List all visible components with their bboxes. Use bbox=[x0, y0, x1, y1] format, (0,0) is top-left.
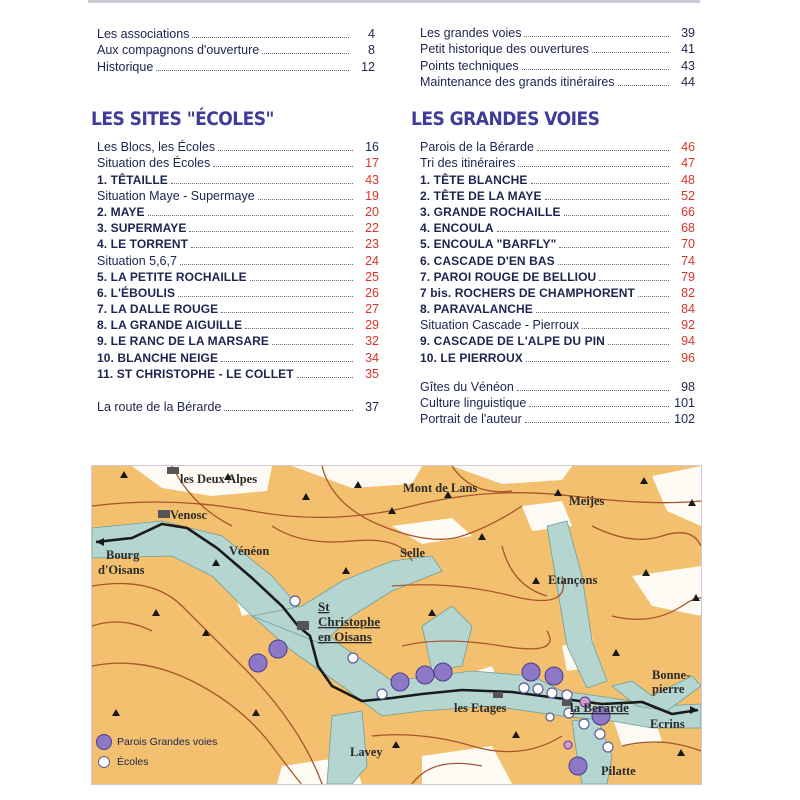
toc-entry-page: 32 bbox=[365, 334, 379, 349]
toc-entry-page: 70 bbox=[681, 237, 695, 252]
toc-entry bbox=[420, 411, 695, 427]
toc-entry-page: 41 bbox=[681, 42, 695, 57]
toc-entry-page: 44 bbox=[681, 74, 695, 89]
label-christophe: Christophe bbox=[318, 614, 381, 629]
toc-entry-page: 20 bbox=[365, 204, 379, 219]
toc-entry-page: 34 bbox=[365, 350, 379, 365]
toc-entry-page: 16 bbox=[365, 140, 379, 155]
heading-grandes-voies: LES GRANDES VOIES bbox=[411, 108, 600, 130]
toc-entry-title: 9. LE RANC DE LA MARSARE bbox=[97, 334, 269, 349]
label-etancons: Etançons bbox=[548, 573, 598, 587]
toc-entry-title: Les Blocs, les Écoles bbox=[97, 140, 216, 155]
toc-entry bbox=[420, 317, 695, 333]
toc-entry-page: 24 bbox=[365, 253, 379, 268]
toc-entry-title: La route de la Bérarde bbox=[97, 400, 222, 414]
toc-entry-title: 1. TÊTE BLANCHE bbox=[420, 172, 528, 187]
toc-leader-dots bbox=[245, 328, 353, 329]
label-en-oisans: en Oisans bbox=[318, 629, 372, 644]
toc-entry bbox=[420, 220, 695, 236]
label-bourg: Bourg bbox=[106, 548, 140, 562]
toc-entry bbox=[97, 366, 379, 382]
top-rule bbox=[88, 0, 700, 3]
toc-entry-page: 17 bbox=[365, 156, 379, 171]
toc-entry-page: 4 bbox=[368, 27, 375, 42]
toc-entry-title: 6. L'ÉBOULIS bbox=[97, 285, 176, 300]
toc-leader-dots bbox=[592, 52, 669, 53]
toc-entry-page: 74 bbox=[681, 253, 695, 268]
toc-leader-dots bbox=[531, 183, 669, 184]
label-st: St bbox=[318, 599, 330, 614]
toc-entry-page: 102 bbox=[674, 412, 695, 427]
toc-entry-page: 23 bbox=[365, 237, 379, 252]
legend-grandes-voies bbox=[96, 732, 217, 752]
toc-entry-page: 84 bbox=[681, 302, 695, 317]
toc-leader-dots bbox=[213, 166, 353, 167]
toc-entry bbox=[97, 58, 375, 74]
toc-leader-dots bbox=[536, 312, 669, 313]
map-legend bbox=[96, 732, 217, 772]
toc-entry-title: 9. CASCADE DE L'ALPE DU PIN bbox=[420, 334, 605, 349]
toc-entry-title: Culture linguistique bbox=[420, 396, 527, 410]
toc-entry bbox=[420, 74, 695, 90]
toc-entry-page: 47 bbox=[681, 156, 695, 171]
toc-entry-title: 7. LA DALLE ROUGE bbox=[97, 302, 219, 317]
toc-entry-title: Gîtes du Vénéon bbox=[420, 379, 514, 394]
toc-leader-dots bbox=[148, 215, 353, 216]
toc-entry bbox=[97, 139, 379, 155]
toc-entry-title: 10. BLANCHE NEIGE bbox=[97, 350, 219, 365]
toc-sites-ecoles bbox=[97, 139, 379, 415]
toc-entry bbox=[420, 395, 695, 411]
label-mont-de-lans: Mont de Lans bbox=[403, 481, 478, 495]
violet-dot-icon bbox=[96, 734, 112, 750]
toc-leader-dots bbox=[497, 231, 669, 232]
toc-leader-dots bbox=[156, 70, 349, 71]
toc-entry-title: 2. MAYE bbox=[97, 204, 145, 219]
toc-entry bbox=[420, 379, 695, 395]
toc-entry bbox=[97, 26, 375, 42]
label-veneon: Vénéon bbox=[229, 544, 270, 558]
toc-entry-title: 6. CASCADE D'EN BAS bbox=[420, 253, 555, 268]
toc-entry-page: 82 bbox=[681, 285, 695, 300]
toc-gap bbox=[420, 366, 695, 379]
legend-grandes-voies-label: Parois Grandes voies bbox=[117, 736, 218, 748]
toc-entry-page: 68 bbox=[681, 221, 695, 236]
toc-leader-dots bbox=[599, 280, 669, 281]
label-venosc: Venosc bbox=[170, 508, 208, 522]
toc-entry bbox=[420, 269, 695, 285]
toc-entry bbox=[420, 155, 695, 171]
toc-entry bbox=[97, 317, 379, 333]
toc-leader-dots bbox=[564, 215, 669, 216]
toc-entry-title: 1. TÊTAILLE bbox=[97, 172, 168, 187]
toc-leader-dots bbox=[191, 247, 353, 248]
toc-entry bbox=[97, 171, 379, 187]
toc-leader-dots bbox=[522, 69, 669, 70]
label-deux-alpes: les Deux Alpes bbox=[180, 472, 258, 486]
toc-leader-dots bbox=[518, 166, 669, 167]
toc-leader-dots bbox=[272, 344, 353, 345]
toc-entry bbox=[420, 188, 695, 204]
toc-leader-dots bbox=[537, 150, 669, 151]
toc-leader-dots bbox=[582, 328, 669, 329]
toc-leader-dots bbox=[189, 231, 353, 232]
toc-entry bbox=[97, 333, 379, 349]
toc-entry-page: 27 bbox=[365, 302, 379, 317]
toc-leader-dots bbox=[618, 85, 669, 86]
toc-entry-page: 8 bbox=[368, 43, 375, 58]
label-ecrins: Ecrins bbox=[650, 717, 685, 731]
toc-leader-dots bbox=[224, 410, 353, 411]
toc-entry-title: 4. ENCOULA bbox=[420, 221, 494, 236]
toc-entry-title: 8. PARAVALANCHE bbox=[420, 302, 533, 317]
toc-entry-page: 43 bbox=[681, 58, 695, 73]
toc-entry bbox=[97, 204, 379, 220]
toc-entry-page: 19 bbox=[365, 188, 379, 203]
toc-entry-title: 3. GRANDE ROCHAILLE bbox=[420, 204, 561, 219]
toc-entry-page: 92 bbox=[681, 318, 695, 333]
toc-leader-dots bbox=[221, 312, 353, 313]
toc-leader-dots bbox=[250, 280, 353, 281]
toc-leader-dots bbox=[218, 150, 353, 151]
toc-entry bbox=[97, 236, 379, 252]
label-pilatte: Pilatte bbox=[601, 764, 636, 778]
toc-entry bbox=[420, 41, 695, 57]
toc-entry-page: 35 bbox=[365, 366, 379, 381]
toc-entry bbox=[420, 139, 695, 155]
toc-entry-title: Tri des itinéraires bbox=[420, 156, 516, 171]
toc-entry-page: 39 bbox=[681, 26, 695, 41]
toc-entry-page: 52 bbox=[681, 188, 695, 203]
toc-leader-dots bbox=[180, 264, 353, 265]
toc-entry bbox=[97, 252, 379, 268]
toc-entry-page: 94 bbox=[681, 334, 695, 349]
legend-ecoles-label: Écoles bbox=[117, 756, 149, 768]
toc-entry-title: Maintenance des grands itinéraires bbox=[420, 74, 615, 89]
toc-entry-title: Portrait de l'auteur bbox=[420, 412, 522, 427]
toc-entry bbox=[97, 349, 379, 365]
toc-entry bbox=[420, 204, 695, 220]
toc-entry bbox=[97, 399, 379, 415]
toc-leader-dots bbox=[529, 406, 669, 407]
white-dot-icon bbox=[98, 756, 110, 768]
toc-entry-title: 4. LE TORRENT bbox=[97, 237, 189, 252]
toc-entry-title: Les associations bbox=[97, 27, 190, 42]
toc-entry bbox=[420, 171, 695, 187]
toc-entry bbox=[420, 333, 695, 349]
toc-entry-title: 7. PAROI ROUGE DE BELLIOU bbox=[420, 269, 597, 284]
toc-entry-page: 25 bbox=[365, 269, 379, 284]
toc-entry bbox=[97, 188, 379, 204]
label-pierre: pierre bbox=[652, 682, 685, 696]
label-berarde: la Bérarde bbox=[570, 700, 629, 715]
toc-entry bbox=[97, 220, 379, 236]
toc-leader-dots bbox=[524, 36, 669, 37]
toc-entry bbox=[420, 301, 695, 317]
toc-entry-page: 12 bbox=[361, 59, 375, 74]
toc-entry-page: 29 bbox=[365, 318, 379, 333]
toc-entry-title: Points techniques bbox=[420, 58, 519, 73]
toc-entry bbox=[420, 57, 695, 73]
toc-leader-dots bbox=[638, 296, 669, 297]
legend-ecoles bbox=[96, 752, 217, 772]
toc-entry-title: 7 bis. ROCHERS DE CHAMPHORENT bbox=[420, 285, 635, 300]
toc-leader-dots bbox=[558, 264, 669, 265]
toc-entry bbox=[97, 285, 379, 301]
toc-entry-page: 79 bbox=[681, 269, 695, 284]
toc-entry bbox=[97, 155, 379, 171]
label-bonne: Bonne- bbox=[652, 668, 691, 682]
toc-entry-page: 46 bbox=[681, 140, 695, 155]
toc-leader-dots bbox=[559, 247, 669, 248]
toc-entry-title: Situation des Écoles bbox=[97, 156, 211, 171]
toc-entry bbox=[420, 25, 695, 41]
toc-entry-page: 98 bbox=[681, 379, 695, 394]
toc-entry-page: 96 bbox=[681, 350, 695, 365]
toc-entry-page: 37 bbox=[365, 400, 379, 414]
toc-entry-page: 26 bbox=[365, 285, 379, 300]
toc-entry bbox=[97, 42, 375, 58]
heading-sites-ecoles: LES SITES "ÉCOLES" bbox=[91, 108, 274, 130]
label-lavey: Lavey bbox=[350, 745, 383, 759]
toc-entry-page: 48 bbox=[681, 172, 695, 187]
toc-leader-dots bbox=[526, 361, 669, 362]
toc-entry bbox=[420, 349, 695, 365]
toc-entry-title: Situation Maye - Supermaye bbox=[97, 188, 255, 203]
toc-entry-title: 8. LA GRANDE AIGUILLE bbox=[97, 318, 243, 333]
toc-gap bbox=[97, 382, 379, 399]
toc-entry bbox=[420, 236, 695, 252]
toc-leader-dots bbox=[608, 344, 669, 345]
label-etages: les Etages bbox=[454, 701, 507, 715]
toc-top-right bbox=[420, 25, 695, 90]
toc-leader-dots bbox=[258, 199, 353, 200]
toc-leader-dots bbox=[545, 199, 669, 200]
toc-leader-dots bbox=[525, 422, 669, 423]
toc-entry-page: 22 bbox=[365, 221, 379, 236]
toc-entry-title: 5. LA PETITE ROCHAILLE bbox=[97, 269, 247, 284]
toc-leader-dots bbox=[517, 390, 669, 391]
toc-leader-dots bbox=[178, 296, 353, 297]
toc-entry-title: Petit historique des ouvertures bbox=[420, 42, 589, 57]
toc-entry-title: 11. ST CHRISTOPHE - LE COLLET bbox=[97, 366, 294, 381]
toc-entry-page: 43 bbox=[365, 172, 379, 187]
toc-entry-title: 3. SUPERMAYE bbox=[97, 221, 187, 236]
toc-leader-dots bbox=[192, 37, 349, 38]
toc-entry-title: 2. TÊTE DE LA MAYE bbox=[420, 188, 542, 203]
label-meijes: Meijes bbox=[569, 494, 605, 508]
toc-entry bbox=[97, 301, 379, 317]
toc-leader-dots bbox=[171, 183, 353, 184]
toc-entry-page: 101 bbox=[674, 396, 695, 410]
toc-entry-title: Situation 5,6,7 bbox=[97, 253, 177, 268]
toc-leader-dots bbox=[297, 377, 353, 378]
toc-entry-page: 66 bbox=[681, 204, 695, 219]
label-selle: Selle bbox=[400, 546, 425, 560]
toc-entry bbox=[97, 269, 379, 285]
toc-grandes-voies bbox=[420, 139, 695, 427]
toc-top-left bbox=[97, 26, 375, 75]
toc-leader-dots bbox=[262, 53, 349, 54]
toc-entry-title: Les grandes voies bbox=[420, 26, 522, 41]
toc-leader-dots bbox=[221, 361, 353, 362]
toc-entry bbox=[420, 252, 695, 268]
toc-entry-title: Situation Cascade - Pierroux bbox=[420, 318, 580, 333]
toc-entry-title: 5. ENCOULA "BARFLY" bbox=[420, 237, 557, 252]
toc-entry-title: 10. LE PIERROUX bbox=[420, 350, 523, 365]
toc-entry-title: Historique bbox=[97, 59, 154, 74]
toc-entry bbox=[420, 285, 695, 301]
toc-entry-title: Aux compagnons d'ouverture bbox=[97, 43, 260, 58]
label-oisans: d'Oisans bbox=[98, 563, 145, 577]
toc-entry-title: Parois de la Bérarde bbox=[420, 140, 534, 155]
